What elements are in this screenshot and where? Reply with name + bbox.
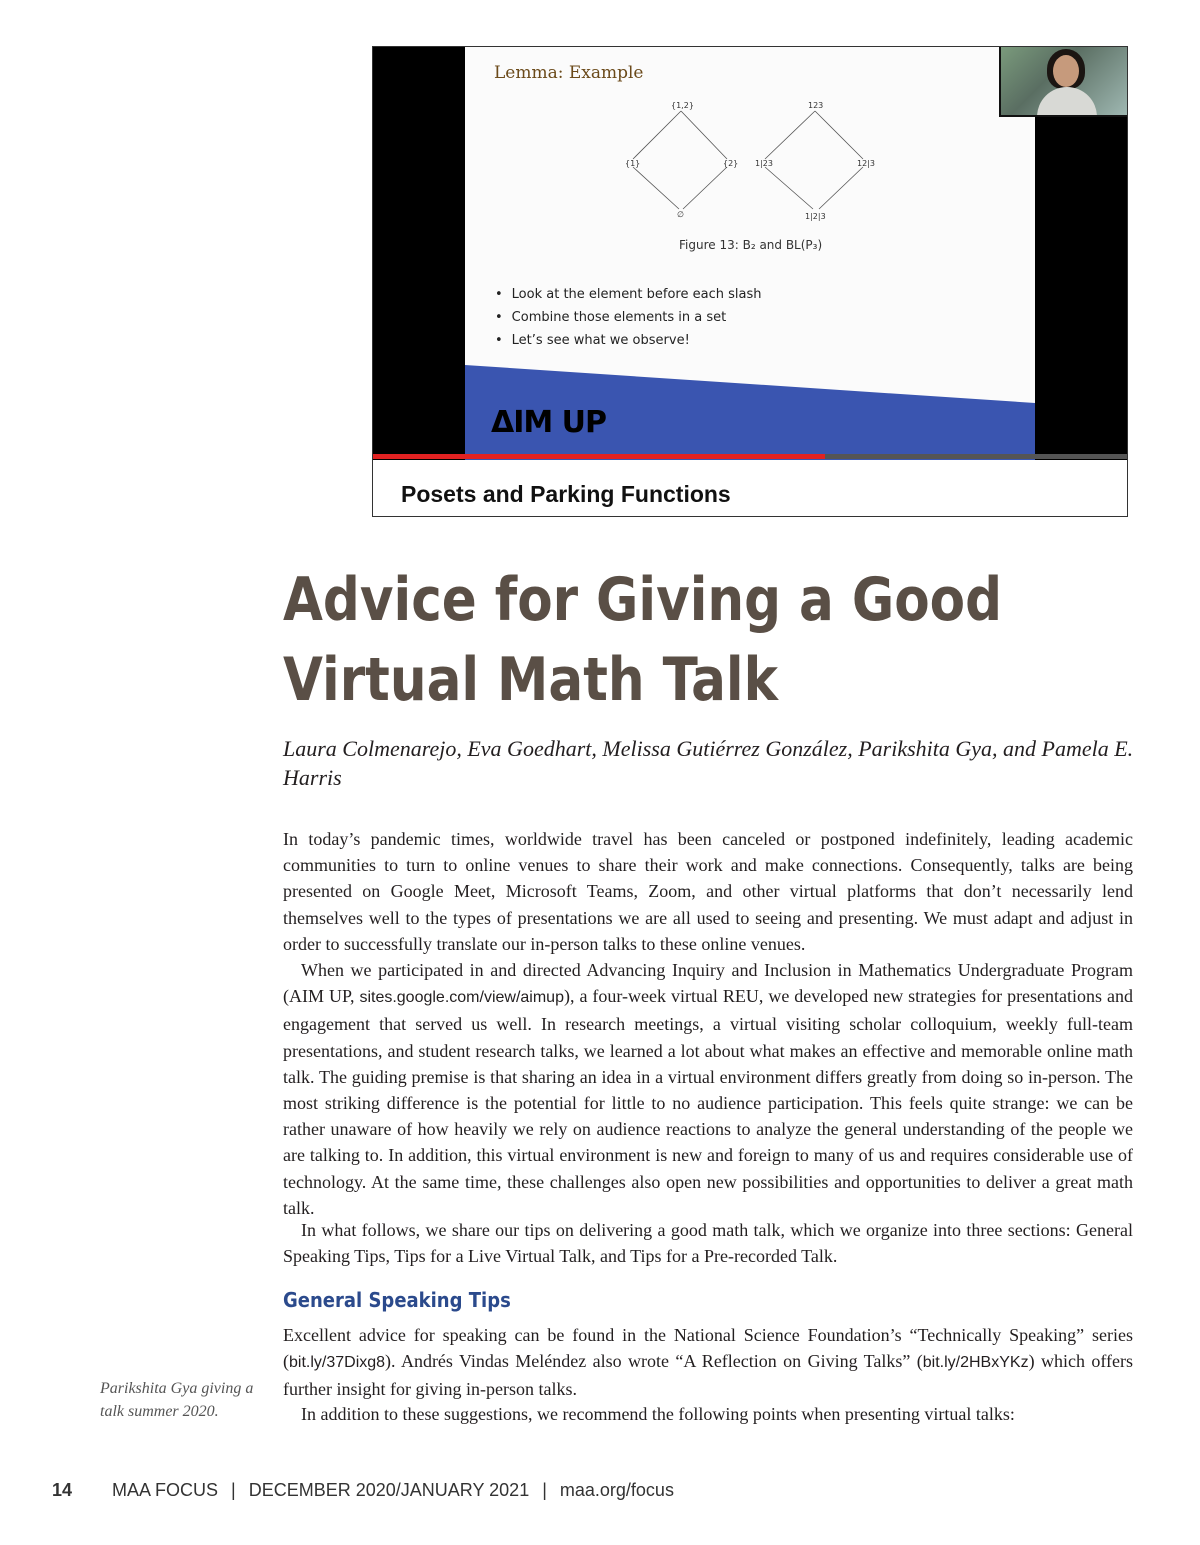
edge [681,111,727,159]
nsf-link[interactable]: bit.ly/37Dixg8 [289,1354,386,1372]
section-heading: General Speaking Tips [283,1288,511,1312]
issue-date: DECEMBER 2020/JANUARY 2021 [248,1480,530,1500]
webcam-face [1053,55,1079,87]
slide-bullet: • Combine those elements in a set [495,310,761,325]
video-frame [373,47,1127,460]
paragraph-text: When we participated in and directed Advancing Inquiry and Inclusion in Mathematics Undergraduate Program (AIM UP, [283,960,1133,1007]
footer-separator: | [542,1480,547,1500]
edge [815,111,863,159]
footer-separator: | [231,1480,236,1500]
poset-node: {2} [723,159,739,168]
page-number: 14 [52,1480,73,1500]
article-authors: Laura Colmenarejo, Eva Goedhart, Melissa Gutiérrez González, Parikshita Gya, and Pamela E. Harris [283,736,1134,790]
speaker-webcam-thumbnail [999,47,1128,117]
paragraph-text: ). Andrés Vindas Meléndez also wrote “A Reflection on Giving Talks” ( [385,1351,923,1372]
slide-bullet: • Look at the element before each slash [495,287,761,302]
paragraph: In today’s pandemic times, worldwide travel has been canceled or postponed indefinitely, leading academic communities to turn to online venues to share their work and make connections. Consequently, talks are being presented on Google Meet, Microsoft Teams, Zoom, and other virtual platforms that don’t necessarily lend themselves well to the types of presentations we are all used to seeing and presenting. We must adapt and adjust in order to successfully translate our in-person talks to these online venues. [283,829,1133,954]
edge [633,111,681,159]
paragraph-text: Excellent advice for speaking can be found in the National Science Foundation’s “Technically Speaking” series ( [283,1325,1133,1372]
photo-caption: Parikshita Gya giving a talk summer 2020. [100,1380,254,1420]
poset-node: 1|23 [755,159,773,168]
paragraph-text: ) which offers further insight for giving in-person talks. [283,1351,1133,1400]
presentation-slide [465,47,1035,460]
video-title: Posets and Parking Functions [401,481,731,507]
edge [683,167,727,209]
paragraph: In what follows, we share our tips on delivering a good math talk, which we organize into three sections: General Speaking Tips, Tips for a Live Virtual Talk, and Tips for a Pre-recorded Talk. [283,1220,1133,1267]
footer-url[interactable]: maa.org/focus [559,1480,674,1500]
magazine-name: MAA FOCUS [112,1480,219,1500]
page-footer [52,1480,674,1501]
poset-node: 12|3 [857,159,875,168]
talk-screenshot [372,46,1128,517]
edge [765,111,815,159]
slide-title: Lemma: Example [494,63,644,83]
slide-figure-caption: Figure 13: B₂ and BL(P₃) [679,238,823,252]
aimup-link[interactable]: sites.google.com/view/aimup [359,989,564,1007]
edge [633,167,679,209]
poset-node: 123 [808,101,824,110]
poset-node: ∅ [677,210,684,219]
poset-node: {1,2} [671,101,694,110]
video-progress-bar[interactable] [373,454,1127,459]
poset-node: 1|2|3 [805,212,826,221]
paragraph [283,957,1133,1221]
aim-up-logo: ΔIM UP [491,405,607,440]
paragraph [283,1322,1133,1403]
webcam-shoulders [1037,87,1097,117]
paragraph-text: ), a four-week virtual REU, we developed new strategies for presentations and engagement that served us well. In research meetings, a virtual visiting scholar colloquium, weekly full-team presentations, and student research talks, we learned a lot about what makes an effective and memorable online math talk. The guiding premise is that sharing an idea in a virtual environment differs greatly from doing so in-person. The most striking difference is the potential for little to no audience participation. This feels quite strange: we can be rather unaware of how heavily we rely on audience reactions to analyze the general understanding of the people we are talking to. In addition, this virtual environment is new and foreign to many of us and requires considerable use of technology. At the same time, these challenges also open new possibilities and opportunities to deliver a great math talk. [283,986,1133,1218]
video-progress-fill [373,454,825,459]
slide-bullet: • Let’s see what we observe! [495,333,761,348]
reflection-link[interactable]: bit.ly/2HBxYKz [922,1354,1029,1372]
poset-diagrams [465,47,1035,237]
edge [819,167,863,209]
edge [765,167,813,209]
article-headline: Advice for Giving a Good Virtual Math Talk [283,565,1003,715]
poset-node: {1} [625,159,641,168]
paragraph: In addition to these suggestions, we recommend the following points when presenting virtual talks: [301,1404,1015,1424]
slide-bullets [495,287,761,356]
